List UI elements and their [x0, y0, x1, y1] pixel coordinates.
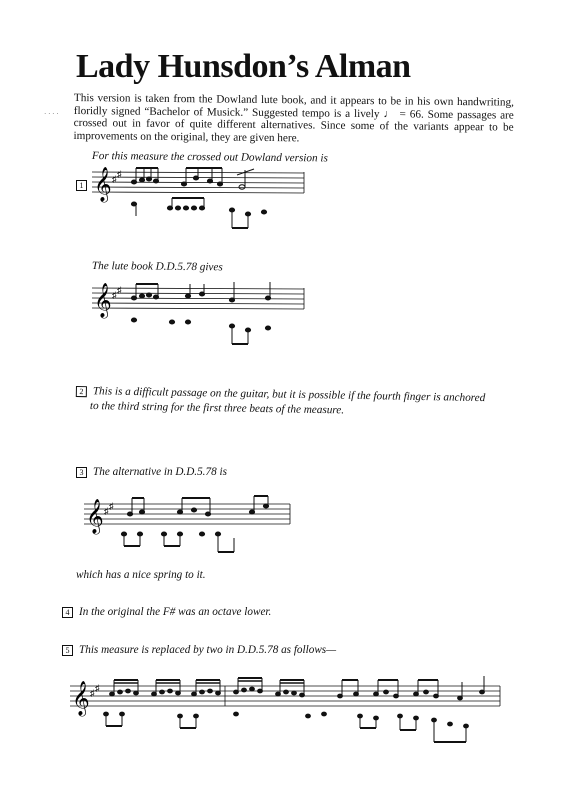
- note-4: [62, 606, 271, 618]
- example-number: 1: [76, 180, 87, 191]
- note-text: to the third string for the first three beats of the measure.: [89, 400, 345, 417]
- svg-text:𝄞: 𝄞: [94, 167, 112, 202]
- svg-text:𝄞: 𝄞: [94, 283, 112, 318]
- note-5: [62, 644, 336, 656]
- note-number: 5: [62, 645, 73, 656]
- note-text: The alternative in D.D.5.78 is: [93, 466, 227, 478]
- note-text: The lute book D.D.5.78 gives: [91, 260, 223, 274]
- svg-text:♯: ♯: [117, 169, 122, 179]
- intro-text: This version is taken from the Dowland lute book, and it appears to be in his own handwriting, floridly signed “Bachelor of Musick.” Suggested tempo is a lively ♩ = 66. Some passages are crossed out in favor of quite different alternatives. Since some of the variants appear to be improvements on the original, they are given here.: [73, 92, 514, 145]
- svg-text:♯: ♯: [117, 285, 122, 295]
- note-lute-book: [92, 260, 223, 273]
- music-example-1: [92, 162, 312, 242]
- note-number: 3: [76, 467, 87, 478]
- note-text: which has a nice spring to it.: [76, 569, 206, 581]
- note-3: [76, 466, 227, 478]
- music-example-3: [84, 494, 300, 564]
- svg-text:♯: ♯: [95, 683, 100, 693]
- svg-text:𝄞: 𝄞: [86, 499, 104, 534]
- svg-text:♯: ♯: [112, 174, 117, 184]
- svg-text:♯: ♯: [90, 688, 95, 698]
- note-text: This measure is replaced by two in D.D.5.78 as follows—: [79, 644, 337, 656]
- example-marker: [76, 176, 93, 194]
- page-title: Lady Hunsdon’s Alman: [76, 48, 411, 85]
- note-number: 2: [76, 386, 87, 397]
- note-text: For this measure the crossed out Dowland version is: [91, 150, 328, 165]
- svg-text:♯: ♯: [112, 290, 117, 300]
- note-2-continued: [90, 400, 344, 416]
- svg-text:𝄞: 𝄞: [72, 681, 90, 716]
- note-text: In the original the F# was an octave lower.: [79, 606, 272, 618]
- music-example-5: [70, 674, 510, 754]
- intro-paragraph: [73, 92, 514, 147]
- svg-text:♯: ♯: [109, 501, 114, 511]
- svg-text:♯: ♯: [104, 506, 109, 516]
- music-example-lute-book: [92, 278, 312, 358]
- note-text: This is a difficult passage on the guitar, but it is possible if the fourth finger is anchored: [92, 385, 486, 405]
- margin-mark: · · · ·: [44, 110, 59, 118]
- note-number: 4: [62, 607, 73, 618]
- note-3-continued: [76, 569, 206, 581]
